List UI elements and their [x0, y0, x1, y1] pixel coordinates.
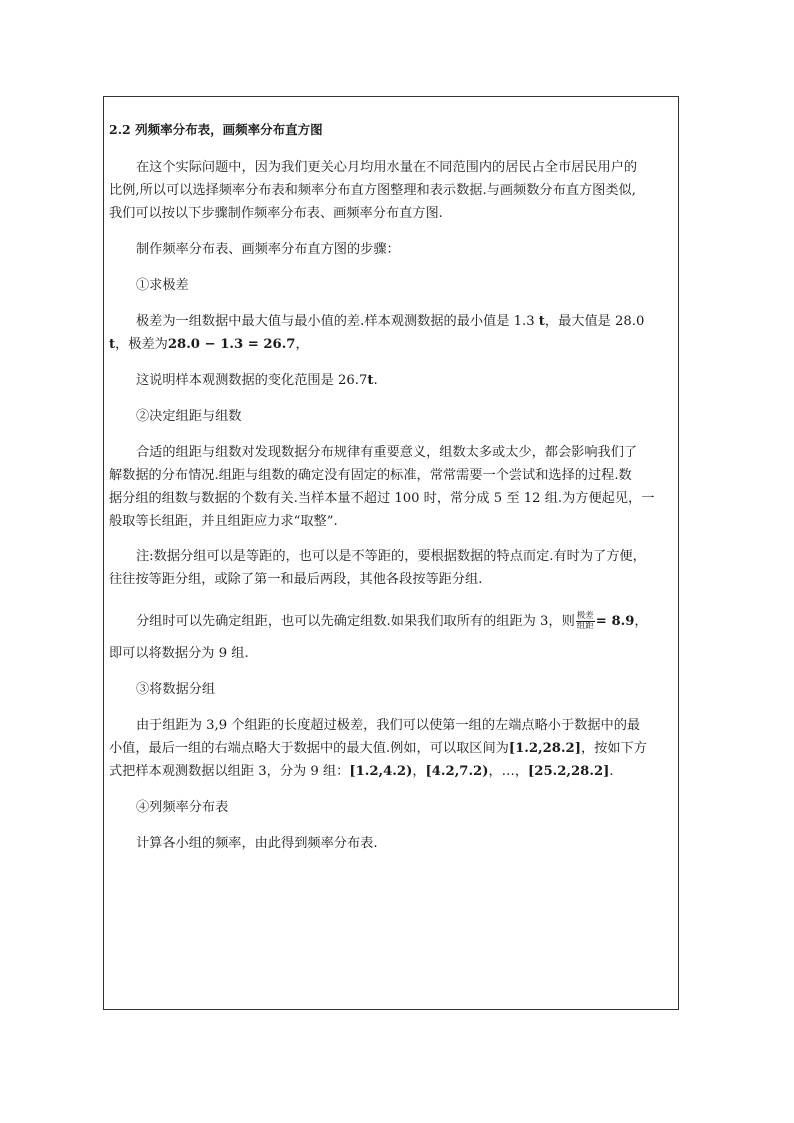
step3-line-2	[109, 740, 647, 758]
step3-line-2-text-b: ，按如下方	[580, 741, 647, 756]
note-line-2: 往往按等距分组，或除了第一和最后两段，其他各段按等距分组.	[109, 572, 483, 587]
steps-intro: 制作频率分布表、画频率分布直方图的步骤：	[136, 242, 400, 257]
step2-para2-line-2: 即可以将数据分为 9 组.	[109, 646, 249, 661]
step1-line-2-end: ，	[295, 337, 309, 352]
step2-para2-line-1	[136, 612, 648, 631]
step2-para2-text: 分组时可以先确定组距，也可以先确定组数.如果我们取所有的组距为 3，则	[136, 614, 575, 629]
interval-overall: [1.2,28.2]	[508, 741, 581, 756]
step1-line-3-text: 这说明样本观测数据的变化范围是 26.7	[136, 373, 368, 388]
range-formula: 28.0 − 1.3 = 26.7	[167, 337, 296, 352]
unit-t: t	[109, 337, 116, 352]
step2-para1-line-1: 合适的组距与组数对发现数据分布规律有重要意义，组数太多或太少，都会影响我们了	[136, 445, 638, 460]
step2-para2-end: ，	[634, 614, 648, 629]
unit-t: t	[538, 314, 545, 329]
intro-line-2: 比例,所以可以选择频率分布表和频率分布直方图整理和表示数据.与画频数分布直方图类似,	[109, 183, 636, 198]
step4-line-1: 计算各小组的频率，由此得到频率分布表.	[136, 836, 378, 851]
step2-para1-line-3: 据分组的组数与数据的个数有关.当样本量不超过 100 时，常分成 5 至 12 组.为方便起见，一	[109, 491, 655, 506]
range-over-width-fraction	[576, 612, 595, 631]
step3-line-3-end: .	[609, 764, 614, 779]
step2-para1-line-2: 解数据的分布情况.组距与组数的确定没有固定的标准，常常需要一个尝试和选择的过程.数	[109, 468, 632, 483]
step1-line-3	[136, 372, 378, 390]
fraction-numerator: 极差	[576, 611, 594, 621]
step4-title: ④列频率分布表	[136, 800, 229, 815]
step1-line-1	[136, 313, 644, 331]
step1-line-2-text: ，极差为	[115, 337, 168, 352]
step3-line-3-text: 式把样本观测数据以组距 3，分为 9 组：	[109, 764, 350, 779]
fraction-denominator: 组距	[576, 621, 594, 631]
step1-title: ①求极差	[136, 278, 189, 293]
step3-line-1: 由于组距为 3,9 个组距的长度超过极差，我们可以使第一组的左端点略小于数据中的最	[136, 718, 641, 733]
interval-second: [4.2,7.2)	[425, 764, 489, 779]
unit-t: t	[367, 373, 374, 388]
section-heading: 2.2 列频率分布表，画频率分布直方图	[109, 122, 323, 137]
step1-line-3-end: .	[373, 373, 378, 388]
note-line-1: 注:数据分组可以是等距的，也可以是不等距的，要根据数据的特点而定.有时为了方便，	[136, 549, 646, 564]
intro-line-1: 在这个实际问题中，因为我们更关心月均用水量在不同范围内的居民占全市居民用户的	[136, 160, 638, 175]
fraction-value: = 8.9	[595, 614, 635, 629]
step2-para1-line-4: 般取等长组距，并且组距应力求“取整”.	[109, 514, 338, 529]
step2-title: ②决定组距与组数	[136, 409, 242, 424]
step3-line-2-text: 小值，最后一组的右端点略大于数据中的最大值.例如，可以取区间为	[109, 741, 509, 756]
step3-line-3	[109, 763, 614, 781]
step3-title: ③将数据分组	[136, 682, 216, 697]
interval-last: [25.2,28.2]	[528, 764, 610, 779]
step1-line-2	[109, 336, 309, 354]
interval-first: [1.2,4.2)	[349, 764, 413, 779]
interval-separator: ，	[412, 764, 426, 779]
step1-line-1-text-b: ，最大值是 28.0	[544, 314, 645, 329]
interval-ellipsis: ，…，	[488, 764, 529, 779]
step1-line-1-text: 极差为一组数据中最大值与最小值的差.样本观测数据的最小值是 1.3	[136, 314, 539, 329]
intro-line-3: 我们可以按以下步骤制作频率分布表、画频率分布直方图.	[109, 206, 443, 221]
